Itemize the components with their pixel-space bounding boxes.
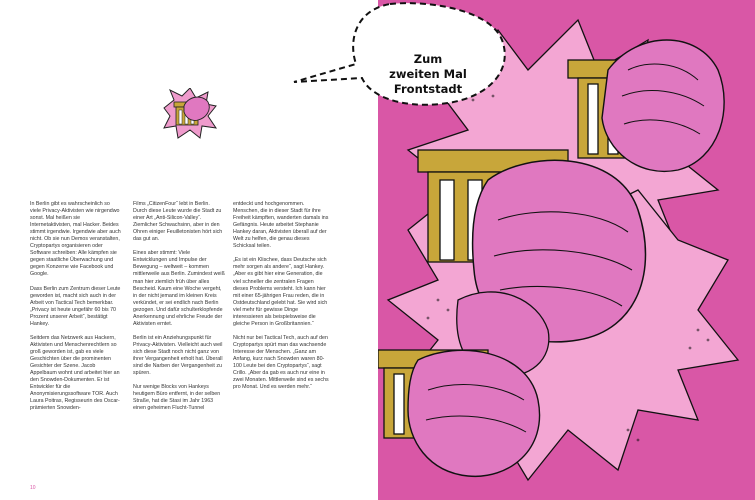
text-column-1: In Berlin gibt es wahrscheinlich so viele Privacy-Aktivisten wie nirgendwo sonst. Mal heißen sie Internetaktivisten, mal Hacker. Beides stimmt irgendwie. Irgendwie aber auch nicht. Ob sie nun Demos veranstalten, Cryptopartys organisieren oder Software schreiben: Alle kämpfen sie gegen staatliche Überwachung und gegen Konzerne wie Facebook und Google. Dass Berlin zum Zentrum dieser Leute geworden ist, macht sich auch in der Arbeit von Tactical Tech bemerkbar. „Privacy ist heute ungefähr 60 bis 70 Prozent unserer Arbeit“, bestätigt Hankey. Seitdem das Netzwerk aus Hackern, Aktivisten und Menschenrechtlern so groß geworden ist, gab es viele Geschichten über die prominenten Gesichter der Szene. Jacob Appelbaum wohnt und arbeitet hier an den Snowden-Dokumenten. Er ist Entwickler für die Anonymisierungssoftware TOR. Auch Laura Poitras, Regisseurin des Oscar-prämierten Snowden- bbox=[30, 201, 121, 412]
title-line-1: Zum zweiten Mal bbox=[389, 52, 467, 81]
title-line-2: Frontstadt bbox=[393, 82, 463, 96]
text-column-3: entdeckt und hochgenommen. Menschen, die in dieser Stadt für ihre Freiheit kämpften, wanderten damals ins Gefängnis. Heute arbeitet Stephanie Hankey daran, Aktivisten überall auf der Welt zu helfen, die genau dieses Schicksal teilen. „Es ist ein Klischee, dass Deutsche sich mehr sorgen als andere“, sagt Hankey. „Aber es gibt hier eine Generation, die viel schneller die zentralen Fragen dieses Problems versteht. Ich kann hier mit einer 65-jährigen Frau reden, die in Ostdeutschland gelebt hat. Sie wird sich viel mehr für gewisse Dinge interessieren als beispielsweise die gleiche Person in Großbritannien.“ Nicht nur bei Tactical Tech, auch auf den Cryptopartys spürt man das wachsende Interesse der Menschen. „Ganz am Anfang, kurz nach Snowden waren 80-100 Leute bei den Cryptopartys“, sagt Crillo. „Aber da gab es auch nur eine in zwei Monaten. Mittlerweile sind es sechs pro Monat. Und es werden mehr.“ bbox=[233, 201, 329, 391]
text-column-2: Films „CitizenFour“ lebt in Berlin. Durch diese Leute wurde die Stadt zu einer Art „Anti-Silicon-Valley“. Ziemlicher Schwachsinn, aber in den Ohren einiger Feuilletonisten hört sich das gut an. Eines aber stimmt: Viele Entwicklungen und Impulse der Bewegung – weltweit – kommen mittlerweile aus Berlin. Zumindest weiß man hier ziemlich früh über alles Bescheid. Kaum eine Woche vergeht, in der nicht jemand im kleinen Kreis verkündet, er sei endlich nach Berlin gezogen. Und dafür schulterklopfende Anerkennung und ehrliche Freude der Aktivisten erntet. Berlin ist ein Anziehungspunkt für Privacy-Aktivisten. Vielleicht auch weil sich diese Stadt noch nicht ganz von ihrer Vergangenheit erholt hat. Überall sind die Narben der Vergangenheit zu spüren. Nur wenige Blocks von Hankeys heutigem Büro entfernt, in der selben Straße, hat die Stasi im Jahr 1963 einen geheimen Flucht-Tunnel bbox=[133, 201, 225, 412]
small-illustration-brandenburg-gate bbox=[162, 88, 218, 140]
page-title bbox=[388, 52, 468, 97]
page-number: 10 bbox=[30, 485, 36, 491]
